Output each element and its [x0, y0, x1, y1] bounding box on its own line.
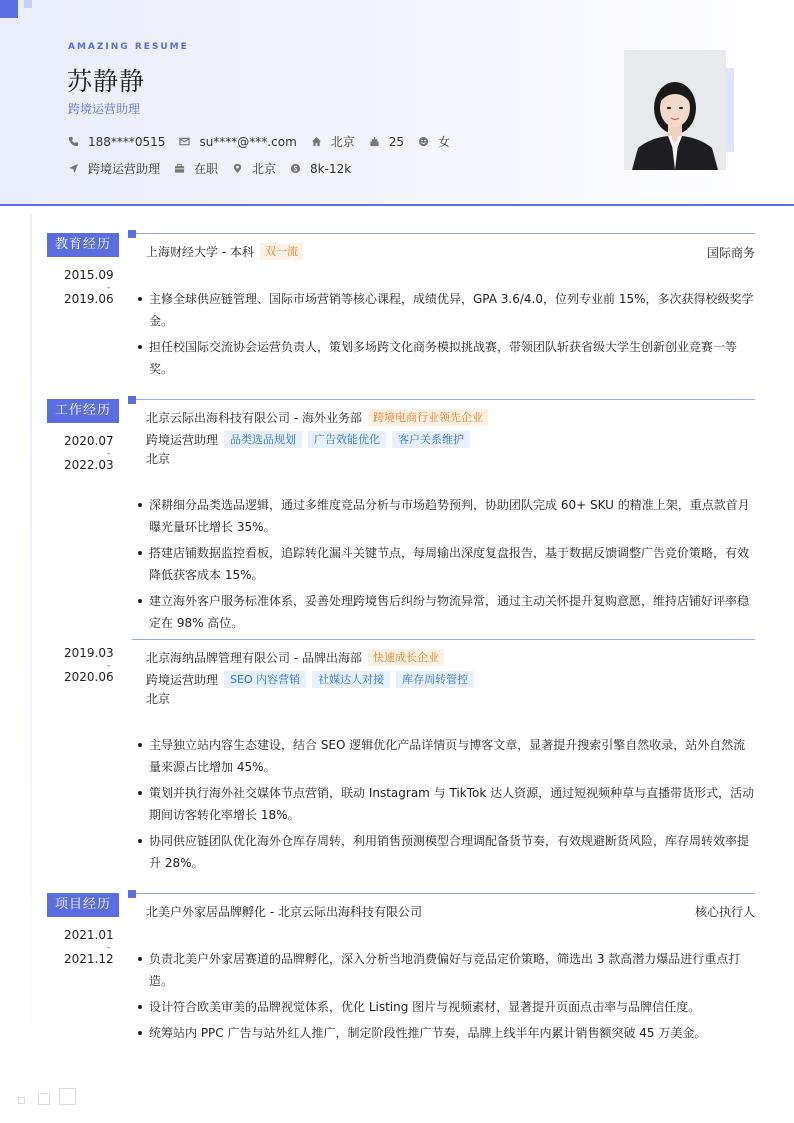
- resume-header: [0, 0, 794, 206]
- section-divider: [136, 233, 755, 234]
- age-info: [369, 135, 404, 149]
- job1-start-date: 2020.07: [64, 434, 114, 448]
- job1-position-row: [146, 431, 470, 448]
- entry-divider: [132, 639, 755, 640]
- mail-icon: [179, 136, 190, 147]
- school-name: 上海财经大学 - 本科: [146, 245, 254, 259]
- home-value: 北京: [330, 135, 355, 149]
- project-start-date: 2021.01: [64, 928, 114, 942]
- job2-position-row: [146, 671, 474, 688]
- job2-company: [146, 649, 444, 666]
- contact-info-row: [68, 133, 464, 150]
- job1-end-date: 2022.03: [64, 458, 114, 472]
- job2-bullets: [137, 734, 755, 878]
- company-name: 北京海纳品牌管理有限公司 - 品牌出海部: [146, 651, 362, 665]
- skill-tag: 广告效能优化: [308, 431, 386, 448]
- section-marker: [128, 230, 136, 238]
- education-bullets: [137, 288, 755, 384]
- gender-info: [418, 133, 450, 150]
- company-tag: 快速成长企业: [368, 649, 444, 666]
- salary-info: [290, 162, 351, 176]
- list-item: 深耕细分品类选品逻辑，通过多维度竞品分析与市场趋势预判，协助团队完成 60+ SKU 的精准上架，重点款首月曝光量环比增长 35%。: [137, 494, 755, 538]
- skill-tag: 品类选品规划: [224, 431, 302, 448]
- briefcase-icon: [174, 163, 185, 174]
- education-section-label: 教育经历: [47, 233, 119, 257]
- project-bullets: [137, 948, 755, 1048]
- intent-city-info: [232, 160, 276, 177]
- intent-position-value: 跨境运营助理: [88, 162, 161, 176]
- timeline-line: [30, 214, 32, 1084]
- gender-icon: [418, 136, 429, 147]
- intent-city-value: 北京: [252, 162, 277, 176]
- date-separator: -: [107, 661, 111, 671]
- school-tag: 双一流: [260, 243, 303, 260]
- section-marker: [128, 396, 136, 404]
- skill-tag: 社媒达人对接: [312, 671, 390, 688]
- job2-end-date: 2020.06: [64, 670, 114, 684]
- corner-decoration-small: [24, 0, 32, 8]
- section-divider: [136, 893, 755, 894]
- intent-position-info: [68, 160, 160, 177]
- date-separator: -: [107, 943, 111, 953]
- skill-tag: 库存周转管控: [396, 671, 474, 688]
- education-start-date: 2015.09: [64, 268, 114, 282]
- skill-tag: SEO 内容营销: [224, 671, 306, 688]
- position-title: 跨境运营助理: [146, 433, 219, 447]
- target-role: 跨境运营助理: [68, 102, 141, 116]
- section-marker: [128, 890, 136, 898]
- company-tag: 跨境电商行业领先企业: [368, 409, 488, 426]
- job1-company: [146, 409, 488, 426]
- resume-tagline: AMAZING RESUME: [68, 42, 189, 52]
- project-title: [146, 903, 422, 920]
- phone-icon: [68, 136, 79, 147]
- section-divider: [136, 399, 755, 400]
- salary-icon: [290, 163, 301, 174]
- project-name: 北美户外家居品牌孵化 - 北京云际出海科技有限公司: [146, 905, 422, 919]
- date-separator: -: [107, 283, 111, 293]
- job-intent-row: [68, 160, 365, 177]
- age-value: 25: [388, 134, 405, 149]
- education-major: 国际商务: [706, 246, 755, 260]
- list-item: 负责北美户外家居赛道的品牌孵化，深入分析当地消费偏好与竞品定价策略，筛选出 3 款高潜力爆品进行重点打造。: [137, 948, 755, 992]
- cake-icon: [369, 136, 380, 147]
- list-item: 建立海外客户服务标准体系，妥善处理跨境售后纠纷与物流异常，通过主动关怀提升复购意愿，维持店铺好评率稳定在 98% 高位。: [137, 590, 755, 634]
- list-item: 主导独立站内容生态建设，结合 SEO 逻辑优化产品详情页与博客文章，显著提升搜索引擎自然收录，站外自然流量来源占比增加 45%。: [137, 734, 755, 778]
- email-info: [179, 135, 296, 149]
- list-item: 担任校国际交流协会运营负责人，策划多场跨文化商务模拟挑战赛，带领团队斩获省级大学生创新创业竞赛一等奖。: [137, 336, 755, 380]
- education-end-date: 2019.06: [64, 292, 114, 306]
- home-icon: [311, 136, 322, 147]
- phone-info: [68, 135, 165, 149]
- list-item: 搭建店铺数据监控看板，追踪转化漏斗关键节点，每周输出深度复盘报告，基于数据反馈调整广告竞价策略，有效降低获客成本 15%。: [137, 542, 755, 586]
- footer-decoration: [38, 1093, 50, 1105]
- job2-start-date: 2019.03: [64, 646, 114, 660]
- profile-photo: [624, 50, 726, 170]
- home-info: [311, 133, 355, 150]
- position-title: 跨境运营助理: [146, 673, 219, 687]
- phone-value: 188****0515: [88, 134, 166, 149]
- send-icon: [68, 163, 79, 174]
- project-end-date: 2021.12: [64, 952, 114, 966]
- status-info: [174, 160, 218, 177]
- list-item: 主修全球供应链管理、国际市场营销等核心课程，成绩优异，GPA 3.6/4.0，位列专业前 15%，多次获得校级奖学金。: [137, 288, 755, 332]
- location-pin-icon: [232, 163, 243, 174]
- list-item: 统筹站内 PPC 广告与站外红人推广，制定阶段性推广节奏，品牌上线半年内累计销售额突破 45 万美金。: [137, 1022, 755, 1044]
- status-value: 在职: [194, 162, 219, 176]
- salary-value: 8k-12k: [310, 161, 352, 176]
- company-name: 北京云际出海科技有限公司 - 海外业务部: [146, 411, 362, 425]
- list-item: 策划并执行海外社交媒体节点营销，联动 Instagram 与 TikTok 达人资源，通过短视频种草与直播带货形式，活动期间访客转化率增长 18%。: [137, 782, 755, 826]
- gender-value: 女: [438, 135, 451, 149]
- email-value: su****@***.com: [199, 134, 297, 149]
- list-item: 协同供应链团队优化海外仓库存周转，利用销售预测模型合理调配备货节奏，有效规避断货风险，库存周转效率提升 28%。: [137, 830, 755, 874]
- footer-decoration: [59, 1088, 76, 1105]
- corner-decoration: [0, 0, 18, 18]
- candidate-name: 苏静静: [67, 67, 146, 96]
- project-section-label: 项目经历: [47, 893, 119, 917]
- list-item: 设计符合欧美审美的品牌视觉体系，优化 Listing 图片与视频素材，显著提升页面点击率与品牌信任度。: [137, 996, 755, 1018]
- job1-city: 北京: [146, 452, 171, 466]
- job2-city: 北京: [146, 692, 171, 706]
- project-role: 核心执行人: [694, 905, 755, 919]
- work-section-label: 工作经历: [47, 399, 119, 423]
- date-separator: -: [107, 449, 111, 459]
- skill-tag: 客户关系维护: [392, 431, 470, 448]
- education-school: [146, 243, 303, 260]
- footer-decoration: [18, 1097, 25, 1104]
- job1-bullets: [137, 494, 755, 638]
